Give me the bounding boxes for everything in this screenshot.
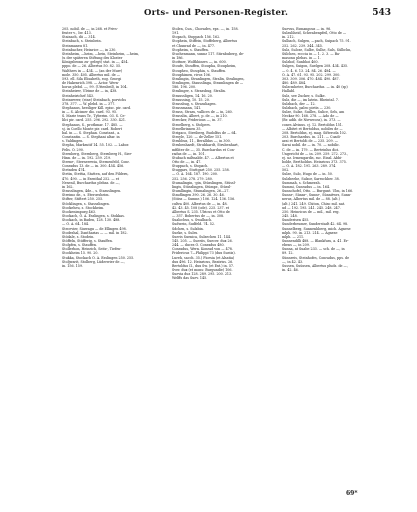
index-entry: Stetin, Stettia, Statten, auf den Fildern,: [62, 172, 129, 177]
index-entry: Sunna, at Suabe 233. — sch. de —, in: [282, 247, 345, 252]
index-entry: 208. Bertoldus, ej. mag. Sifteroda 102.: [282, 130, 347, 135]
index-entry: masonu plebas. in — 1.: [282, 56, 321, 61]
index-entry: Conradus, Wern. Konrad von — 478.: [172, 247, 233, 252]
index-entry: Welffs das Suev. 145.: [172, 276, 208, 281]
index-entry: mfiliter de —, 35. Burchardus et Con-: [172, 147, 235, 152]
index-entry: 303. 309. 306. 470. 484. 490. 487.: [282, 76, 340, 81]
index-entry: Stroyle, 120. — de-Zeller 151.: [172, 135, 223, 140]
index-entry: Stophein, Stiffein, Stoffeberg, Albertus: [172, 39, 238, 44]
index-entry: Stralingen, Stausslinga, Stramlingen de —: [172, 81, 244, 86]
index-entry: Stroelbrinnen 35.: [172, 126, 202, 131]
index-entry: Conradus 13. de — in. 300. 454. 456.: [62, 164, 125, 169]
index-entry: in 186.: [172, 56, 184, 61]
index-entry: Strass, Strass, vallices de — in, 260.: [172, 110, 233, 115]
index-column-3: [282, 27, 388, 272]
index-entry: s. Valdingen.: [62, 139, 84, 144]
index-entry: Stockeheu, s. Stockheim.: [62, 205, 105, 210]
index-entry: in — S. Alcimer dio. card. 93. 95.: [62, 110, 118, 115]
index-entry: Stouphimen, rivos 106.: [172, 72, 211, 77]
index-entry: Ungericht de — in. 209. 259. 272. 273.,: [282, 151, 349, 156]
index-entry: Fridericus 7—Philippi 73 (dux Sueiis).: [172, 251, 236, 256]
index-entry: Sulz, Sulcze, Sulbe, Sulhe, Suls, Sülbchn,: [282, 47, 352, 52]
index-entry: 244. — duces O. Conradus 480.: [172, 243, 225, 248]
index-entry: Hinn. de — in. 192. 259. 219.: [62, 155, 112, 160]
index-entry: — O. A. 182. 191. 263. 289. 374.: [282, 164, 337, 169]
index-entry: 250. Heinricus de — mil., mil. reg.: [282, 209, 340, 214]
index-entry: mlph. — 211.: [282, 234, 305, 239]
index-entry: Stoljwarit, Stolberg, Lüderwier de —,: [62, 259, 125, 264]
index-entry: Steinheirichef 543.: [62, 93, 95, 98]
index-entry: Sulze, Sulo, Hugo de — in. 50.: [282, 172, 333, 177]
index-entry: Sunnendilli 488. — Blankfuss, a. 41. Er-: [282, 238, 349, 243]
index-entry: Stolen, Cun., Chorades, eps. —, in. 158.: [172, 27, 239, 31]
index-entry: Stuppach, s. Stopach.: [172, 164, 209, 169]
index-entry: sj. in Coello Monte pir. card. Robert: [62, 126, 122, 131]
index-entry: —, in 42. 43.: [282, 259, 304, 264]
index-entry: 502.: [282, 168, 290, 173]
index-entry: Lureh, sacch. 35.) Fiorsia (et Alsatia): [172, 255, 235, 260]
index-entry: Steinheirer, Ulrime de — in, 438.: [62, 89, 118, 94]
index-entry: pppo. de — 26. Albertus 50. 82. 55.: [62, 64, 122, 69]
index-entry: Stödale, s. Stodein.: [62, 234, 95, 239]
index-entry: Sulgen, Suigon, Suelgen 208. 434. 435.: [282, 64, 349, 69]
index-entry: — 357. Bobertus de —, in. 308.: [172, 214, 225, 219]
index-entry: Sunderbeumer, Sunderstadt 42. 64. 98.: [282, 222, 349, 227]
index-entry: Felis. O. 290.: [62, 147, 84, 152]
index-entry: Sunnchofel, Otto. — Burgunt. Ulm, in 166.: [282, 189, 354, 194]
index-entry: Stumllingin, Stumalingen, 26—27.: [172, 189, 230, 194]
index-entry: Summah, s. Schmerah.: [282, 180, 321, 185]
index-entry: Stukka, Stockach O. A. Esslingen 250. 255.: [62, 255, 135, 260]
index-entry: 89. 12.: [282, 251, 294, 256]
index-entry: Stifter, Stiftert 250. 255.: [62, 197, 104, 202]
index-entry: in. 42. 46.: [282, 268, 299, 273]
index-entry: Stephanus, S., prothmar. 17. 485. —: [62, 122, 123, 127]
index-entry: in. 212.: [282, 35, 295, 40]
index-entry: Stopach, Stoppach 156. 162.: [172, 35, 221, 40]
index-entry: 203. Burchardus. in. 211. — Coadi-: [282, 135, 341, 140]
header-title: Orts- und Personen-Register.: [144, 8, 289, 18]
index-entry: Stuchenmann, sunnz 117. Stirnbuberg, de-: [172, 51, 245, 56]
index-entry: Straussing, 10. 15. 20.: [172, 97, 210, 102]
index-entry: — 0. 4. 6. 13. 24. 84. 26. 484. —: [282, 68, 336, 73]
index-entry: Suevus, Esmangous — in. 96.: [282, 27, 332, 31]
index-entry: Stephanus, heeiliger Kill. episc. pir. card.: [62, 105, 132, 110]
index-entry: 205. nobil. de —, in 268. et Frivs-: [62, 27, 118, 31]
page-number: 543: [372, 8, 391, 18]
index-entry: ud — 192. 195. 241. 245. 248. 247.: [282, 205, 341, 210]
index-entry: (u der späteren Stiftung des Kloster: [62, 56, 123, 61]
index-entry: ej. uz. Irmengardis, ssc. Einzl. Abbi-: [282, 155, 343, 160]
index-entry: 252. 256. 278. 279. 280.: [172, 176, 213, 181]
index-entry: Stockach, in Baden, 128. 130. 488.: [62, 218, 121, 223]
index-entry: Sueris Suenica, Sulzechen 11. 144.: [172, 234, 231, 239]
index-entry: Sudwein, Sudfeld. 74. 52.: [172, 222, 215, 227]
index-entry: Albertus S. 235. Ulricus et Otto de: [172, 209, 230, 214]
index-entry: Steinbach, s. Steinbein.: [62, 39, 102, 44]
index-entry: Sülchen, ecccia in — 1. 2. 3. — Ba-: [282, 51, 341, 56]
index-entry: Stubach miltnalde. 47. — Albertus et: [172, 155, 234, 160]
index-entry: Stecevier, Siuwagu — de Ellingen 498.: [62, 226, 127, 231]
index-entry: Sterne-, Sterneerwia, Sternenfeld, Conr.: [62, 160, 130, 164]
index-entry: Strigaco, Streiberg, Budolfus de — 64.: [172, 130, 237, 135]
index-entry: Walthers in — 434. — (an der Murr): [62, 68, 123, 73]
index-entry: ebens —, in 209.: [282, 243, 310, 248]
running-header: [60, 8, 391, 22]
index-entry: mole. 350. 405. Albertus mil. de —: [62, 72, 120, 77]
index-entry: lilci pir. card. 255. 296. 292. 330. 421.: [62, 118, 127, 123]
index-entry: Stöcklingen, s. Stassslingen.: [62, 201, 110, 206]
index-entry: arai et Bertoldi de — 235. 209. —: [282, 139, 338, 144]
index-entry: Steinwerer, (eine) Steinbach, porvichs: [62, 97, 127, 102]
index-entry: (alt.) 241. 249. Chiton, Chiso mil. nat.: [282, 201, 346, 206]
index-entry: feuter v., 5w. 413.: [62, 31, 92, 36]
index-entry: Stainach, dü — 314.: [62, 35, 96, 40]
index-entry: Suevia duz 128. 289. 295. 200. 213.: [172, 272, 233, 277]
index-entry: in. 156. 159.: [62, 263, 84, 268]
index-entry: Stroelberg, s. Stolpers.: [172, 122, 211, 127]
index-entry: — O. A. 164. 187. 190. 200.: [172, 172, 218, 177]
index-entry: (Stüss — Sumne.) 106. 124. 136. 156.: [172, 197, 236, 202]
index-entry: Sdchen, s. Sulzbin.: [172, 226, 204, 231]
index-entry: Strecker, Friderious —, in. 37.: [172, 118, 223, 123]
index-entry: 470. 490. — in Esenthal 252. — et: [62, 176, 120, 181]
index-entry: 42. 43. 45. 108 (ode). 225. 237. et: [172, 205, 229, 210]
index-entry: — O. A. 64. 184.: [62, 222, 90, 227]
index-entry: Sulz, die —, im latein. Rheintal. 7.: [282, 97, 339, 102]
index-entry: Stauflingen 390. 26. 26. 30. 46.: [172, 193, 225, 198]
index-entry: Stockheim 15. 90. 20.: [62, 251, 99, 256]
index-entry: bal. in —. S. Stephan. Constant., a.: [62, 130, 121, 135]
index-entry: Neckar 90. 168. 278. — Ado de —: [282, 114, 339, 119]
index-entry: Sünnreis, Steinhofes, Conradus, pps. de: [282, 255, 350, 260]
index-entry: Sulze, Sulze, Suilles, Sulice, Sels, am: [282, 110, 345, 115]
index-entry: Stöffeln, Stüfferig, s. Stauffen.: [62, 238, 113, 243]
index-entry: de Hakenrich 398. — Actor. Wern-: [62, 81, 120, 86]
index-entry: Nesenil, Burchardus plebas. de —,: [62, 180, 120, 185]
index-entry: horus plebd. —, 99. (Uttenbeil), in 104.: [62, 85, 128, 90]
index-entry: Stopheim, s. Stauffen.: [172, 47, 209, 52]
index-entry: Strubenhardt, Strubhardt, Strubenhart,: [172, 143, 239, 148]
index-entry: O. A. 47. 61. 93. 95. 202. 299. 300.: [282, 72, 341, 77]
index-entry: Stralingin, Stranlingen, Stralin, Stralingen,: [172, 76, 245, 81]
index-entry: 186. 196. 200.: [172, 85, 197, 90]
index-entry: Stuggars, Stuttgart 250. 255. 258.: [172, 168, 230, 173]
index-entry: Sulz, see Zucker, s. Sulke.: [282, 93, 326, 98]
index-entry: Stockach, O. A. Esslingen, s. Stokkas.: [62, 214, 125, 219]
index-entry: Sunnr-, Sünnr-, Sunnr-, Sünnitwrs, Sunn-: [282, 193, 352, 198]
index-entry: 245. 248.: [282, 214, 298, 219]
index-entry: Stetnden 474.: [62, 168, 86, 173]
index-column-2: [172, 27, 275, 281]
index-entry: Sarai nobil. de — in. 70. — nobilic.: [282, 143, 340, 148]
index-entry: radus de —, in. 101.: [172, 151, 206, 156]
index-entry: Constantin. — S. Stephani altar. in: [62, 135, 120, 140]
index-entry: Sulzbach, paleo pietis — 230.: [282, 105, 332, 110]
index-entry: 191.: [172, 31, 180, 36]
index-entry: Sulzbeehe, Sulzor, Sarrochber. 38.: [282, 176, 340, 181]
index-entry: S. Marie trans Tr., Tyberim. 03. S. Ce-: [62, 114, 126, 119]
index-entry: Sunnelberg, Sunnenhberg, mich. Agnese: [282, 226, 351, 231]
index-entry: Stepha, Marksutif 14. 55. 102. — Labor.: [62, 143, 130, 148]
index-entry: cultra 400. Albertus de —, in. 48.: [172, 201, 228, 206]
index-entry: in 162.: [62, 184, 74, 189]
index-entry: Stollerhon, Heinrich, Seitz-, Tiefen-: [62, 247, 122, 252]
index-entry: 252. 262. 239. 344. 345.: [282, 43, 323, 48]
index-entry: 593. ell. Sila Elisabeth, eog. Georgi: [62, 76, 122, 81]
index-entry: Sunderisen 455.: [282, 218, 310, 223]
index-entry: Stralinger, s. Strassbug, Stralin.: [172, 89, 226, 94]
index-entry: 378. 377. — W. plebd. in — 377.: [62, 101, 116, 106]
index-entry: Sussen, Suüssen, Albertus pluds. de —,: [282, 263, 348, 268]
index-entry: C. de — in. 179. — Berteinlus dici.: [282, 147, 340, 152]
index-entry: (Br. adib. de Niewwoss), in. 373. —: [282, 118, 341, 123]
index-entry: dux 496. 12. Heinricus, Beatriss. 26.: [172, 259, 234, 264]
index-entry: Königsbronn zu- gelegt) stat. in —, 454.: [62, 60, 129, 65]
index-entry: Stoufe, Stouffen, Stoupha, Stoupheim,: [172, 64, 237, 69]
index-entry: Sualocbus, s. Swalbach.: [172, 218, 213, 223]
index-entry: nerus, Albertus mil. de — 88. (alt.): [282, 197, 340, 202]
index-entry: Sternberg, Sternberg, Sternberg H., Sier-: [62, 151, 133, 156]
index-entry: cones Alvinus. cj. 12. Bertoldus 151.: [282, 122, 343, 127]
index-entry: Straussligen, 14. 16. 20.: [172, 93, 213, 98]
index-entry: Sulzbach, der — 12.: [282, 101, 316, 106]
index-entry: et Chunrad de —, in. 477.: [172, 43, 216, 48]
index-entry: lingis, Stüsslingen, Stümpr., Stüssl-: [172, 184, 232, 189]
index-entry: Strassbug, s. Strassliagen.: [172, 101, 217, 106]
index-entry: Steinmaneu 81.: [62, 43, 89, 48]
index-entry: Sulzhof, Sunbhoi 460.: [282, 60, 319, 65]
index-entry: Strassmann, 141.: [172, 105, 202, 110]
index-entry: bolde, Bertholdus. Heinricus 373. 375.: [282, 160, 347, 164]
index-entry: Sulzuliheid, Schwabenpfeil, Otto de —: [282, 31, 347, 36]
index-columns: [62, 27, 390, 495]
index-entry: — Albitet et Bertoldus, nobiles de —: [282, 126, 343, 131]
index-entry: 145. 205. — Sueriis, Suecer. dux 26.: [172, 238, 233, 243]
index-entry: Streimo de., s. Eteroesheim.: [62, 193, 110, 198]
index-entry: Stodeshal, Dantharias — — mil. in 182.: [62, 230, 128, 235]
index-column-1: [62, 27, 165, 268]
index-entry: Stottner, Wolfhhiners —, in. 600.: [172, 60, 227, 65]
index-entry: Strasslingen, 4de.., s. Stassslingen.: [62, 189, 122, 194]
index-entry: Bertoldus II., dux Sw. (et Ext.) in. 57.: [172, 263, 235, 268]
index-entry: 480. 489. 484.: [282, 81, 307, 86]
index-entry: Sulzcmheter, Burchardus. — in. 40 (sp): [282, 85, 348, 90]
index-entry: Stockenimpurg 463.: [62, 209, 96, 214]
index-entry: Hallabl.: [282, 89, 296, 94]
sheet-signature: 69*: [346, 490, 358, 497]
index-entry: Sulbach, Sulgen, —pach, Suipach 75. 91.: [282, 39, 351, 44]
index-entry: Stoupheo, Stouphin, s. Stauffen.: [172, 68, 227, 73]
index-entry: Summi, Cunradus — in. 164.: [282, 184, 331, 189]
index-entry: Steinbacher, Heinrice —, in 230.: [62, 47, 117, 52]
index-entry: mlph. 90. in. 213. 214. — Agnese: [282, 230, 338, 235]
index-entry: Sueke, s. Sules.: [172, 230, 199, 235]
index-entry: Strasslin, Albert, p. de —, in 210.: [172, 114, 228, 119]
index-entry: Stumalingin, -gin, Stüsslingen, Stüssl-: [172, 180, 236, 185]
index-entry: Sver. dux (et mons: Burgundie) 106.: [172, 268, 233, 273]
index-entry: Otto de —, in. 47.: [172, 160, 202, 164]
index-entry: Strubbus, 11., Beralldus —, in 300.: [172, 139, 231, 144]
index-entry: Steinheim, —heim, —hein, Steinheim, —heim,: [62, 51, 140, 56]
index-entry: Stolpfen, s. Stauffen.: [62, 243, 98, 248]
